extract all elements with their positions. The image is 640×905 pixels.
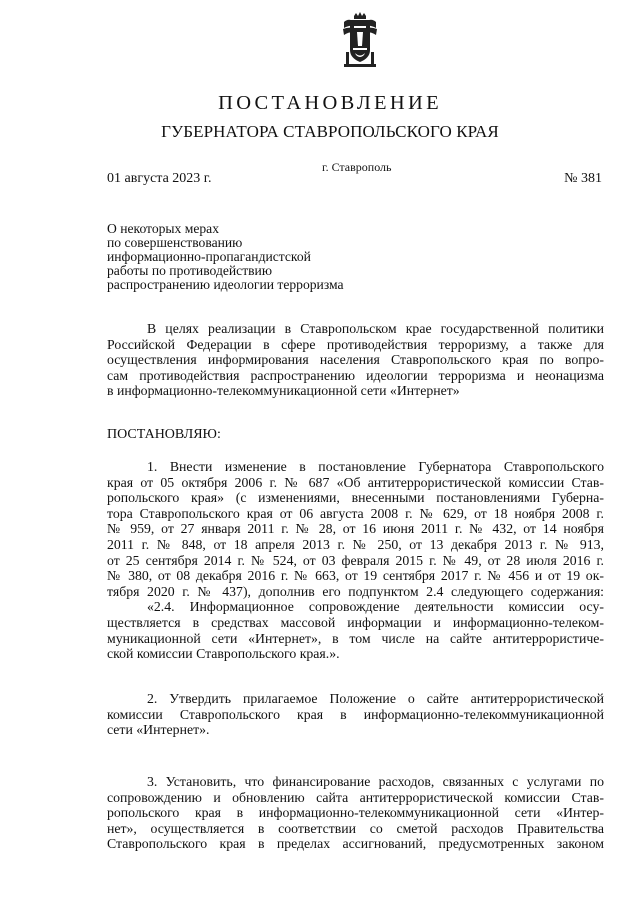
text-line: от 25 сентября 2014 г. № 524, от 03 февраля 2015 г. № 49, от 28 июля 2016 г.	[107, 552, 604, 568]
text-line: «2.4. Информационное сопровождение деятельности комиссии осу-	[147, 599, 604, 615]
text-line: 2011 г. № 848, от 18 апреля 2013 г. № 250, от 13 декабря 2013 г. № 913,	[107, 536, 604, 552]
text-line: № 380, от 08 декабря 2016 г. № 663, от 19 сентября 2017 г. № 456 и от 19 ок-	[107, 568, 604, 584]
text-line: Российской Федерации в сфере противодействия терроризму, а также для	[107, 336, 604, 352]
decree-word: ПОСТАНОВЛЯЮ:	[107, 427, 221, 442]
document-title: ПОСТАНОВЛЕНИЕ	[218, 92, 442, 114]
text-line: сопровождению и обновлению сайта антитеррористической комиссии Став-	[107, 789, 604, 805]
subject-line: О некоторых мерах	[107, 221, 220, 236]
text-line: № 959, от 27 января 2011 г. № 28, от 16 июня 2011 г. № 432, от 14 ноября	[107, 521, 604, 537]
item-1-paragraph	[107, 459, 604, 662]
subject-line: информационно-пропагандистской	[107, 249, 311, 264]
text-line: В целях реализации в Ставропольском крае государственной политики	[147, 321, 604, 336]
text-line: ропольского края» (с изменениями, внесенными постановлениями Губерна-	[107, 490, 604, 506]
document-date: 01 августа 2023 г.	[107, 171, 212, 186]
text-line: нет», осуществляется в соответствии со сметой расходов Правительства	[107, 820, 604, 836]
text-line: ществляется в средствах массовой информации и информационно-телеком-	[107, 614, 604, 630]
document-number: № 381	[564, 171, 602, 186]
text-line: сети «Интернет».	[107, 722, 210, 738]
text-line: тября 2020 г. № 437), дополнив его подпунктом 2.4 следующего содержания:	[107, 583, 604, 599]
text-line: 3. Установить, что финансирование расходов, связанных с услугами по	[147, 774, 604, 789]
text-line: тора Ставропольского края от 06 августа 2008 г. № 629, от 18 ноября 2008 г.	[107, 505, 604, 521]
coat-of-arms-emblem	[340, 12, 380, 68]
document-subject	[107, 222, 344, 292]
text-line: ропольского края в информационно-телекоммуникационной сети «Интер-	[107, 805, 604, 821]
text-line: осуществления информирования населения Ставропольского края по вопро-	[107, 352, 604, 368]
item-2-paragraph	[107, 691, 604, 738]
subject-line: по совершенствованию	[107, 235, 243, 250]
intro-paragraph	[107, 321, 604, 399]
text-line: ской комиссии Ставропольского края.».	[107, 646, 340, 662]
text-line: сам противодействия распространению идеологии терроризма и неонацизма	[107, 367, 604, 383]
text-line: края от 05 октября 2006 г. № 687 «Об антитеррористической комиссии Став-	[107, 474, 604, 490]
document-subtitle: ГУБЕРНАТОРА СТАВРОПОЛЬСКОГО КРАЯ	[161, 122, 499, 141]
subject-line: распространению идеологии терроризма	[107, 277, 344, 292]
text-line: комиссии Ставропольского края в информационно-телекоммуникационной	[107, 706, 604, 722]
text-line: 2. Утвердить прилагаемое Положение о сайте антитеррористической	[147, 691, 604, 706]
city: г. Ставрополь	[322, 160, 392, 174]
text-line: 1. Внести изменение в постановление Губернатора Ставропольского	[147, 459, 604, 474]
item-3-paragraph	[107, 774, 604, 852]
text-line: Ставропольского края в пределах ассигнований, предусмотренных законом	[107, 836, 604, 852]
subject-line: работы по противодействию	[107, 263, 272, 278]
text-line: муникационной сети «Интернет», в том числе на сайте антитеррористиче-	[107, 630, 604, 646]
text-line: в информационно-телекоммуникационной сети «Интернет»	[107, 383, 460, 399]
